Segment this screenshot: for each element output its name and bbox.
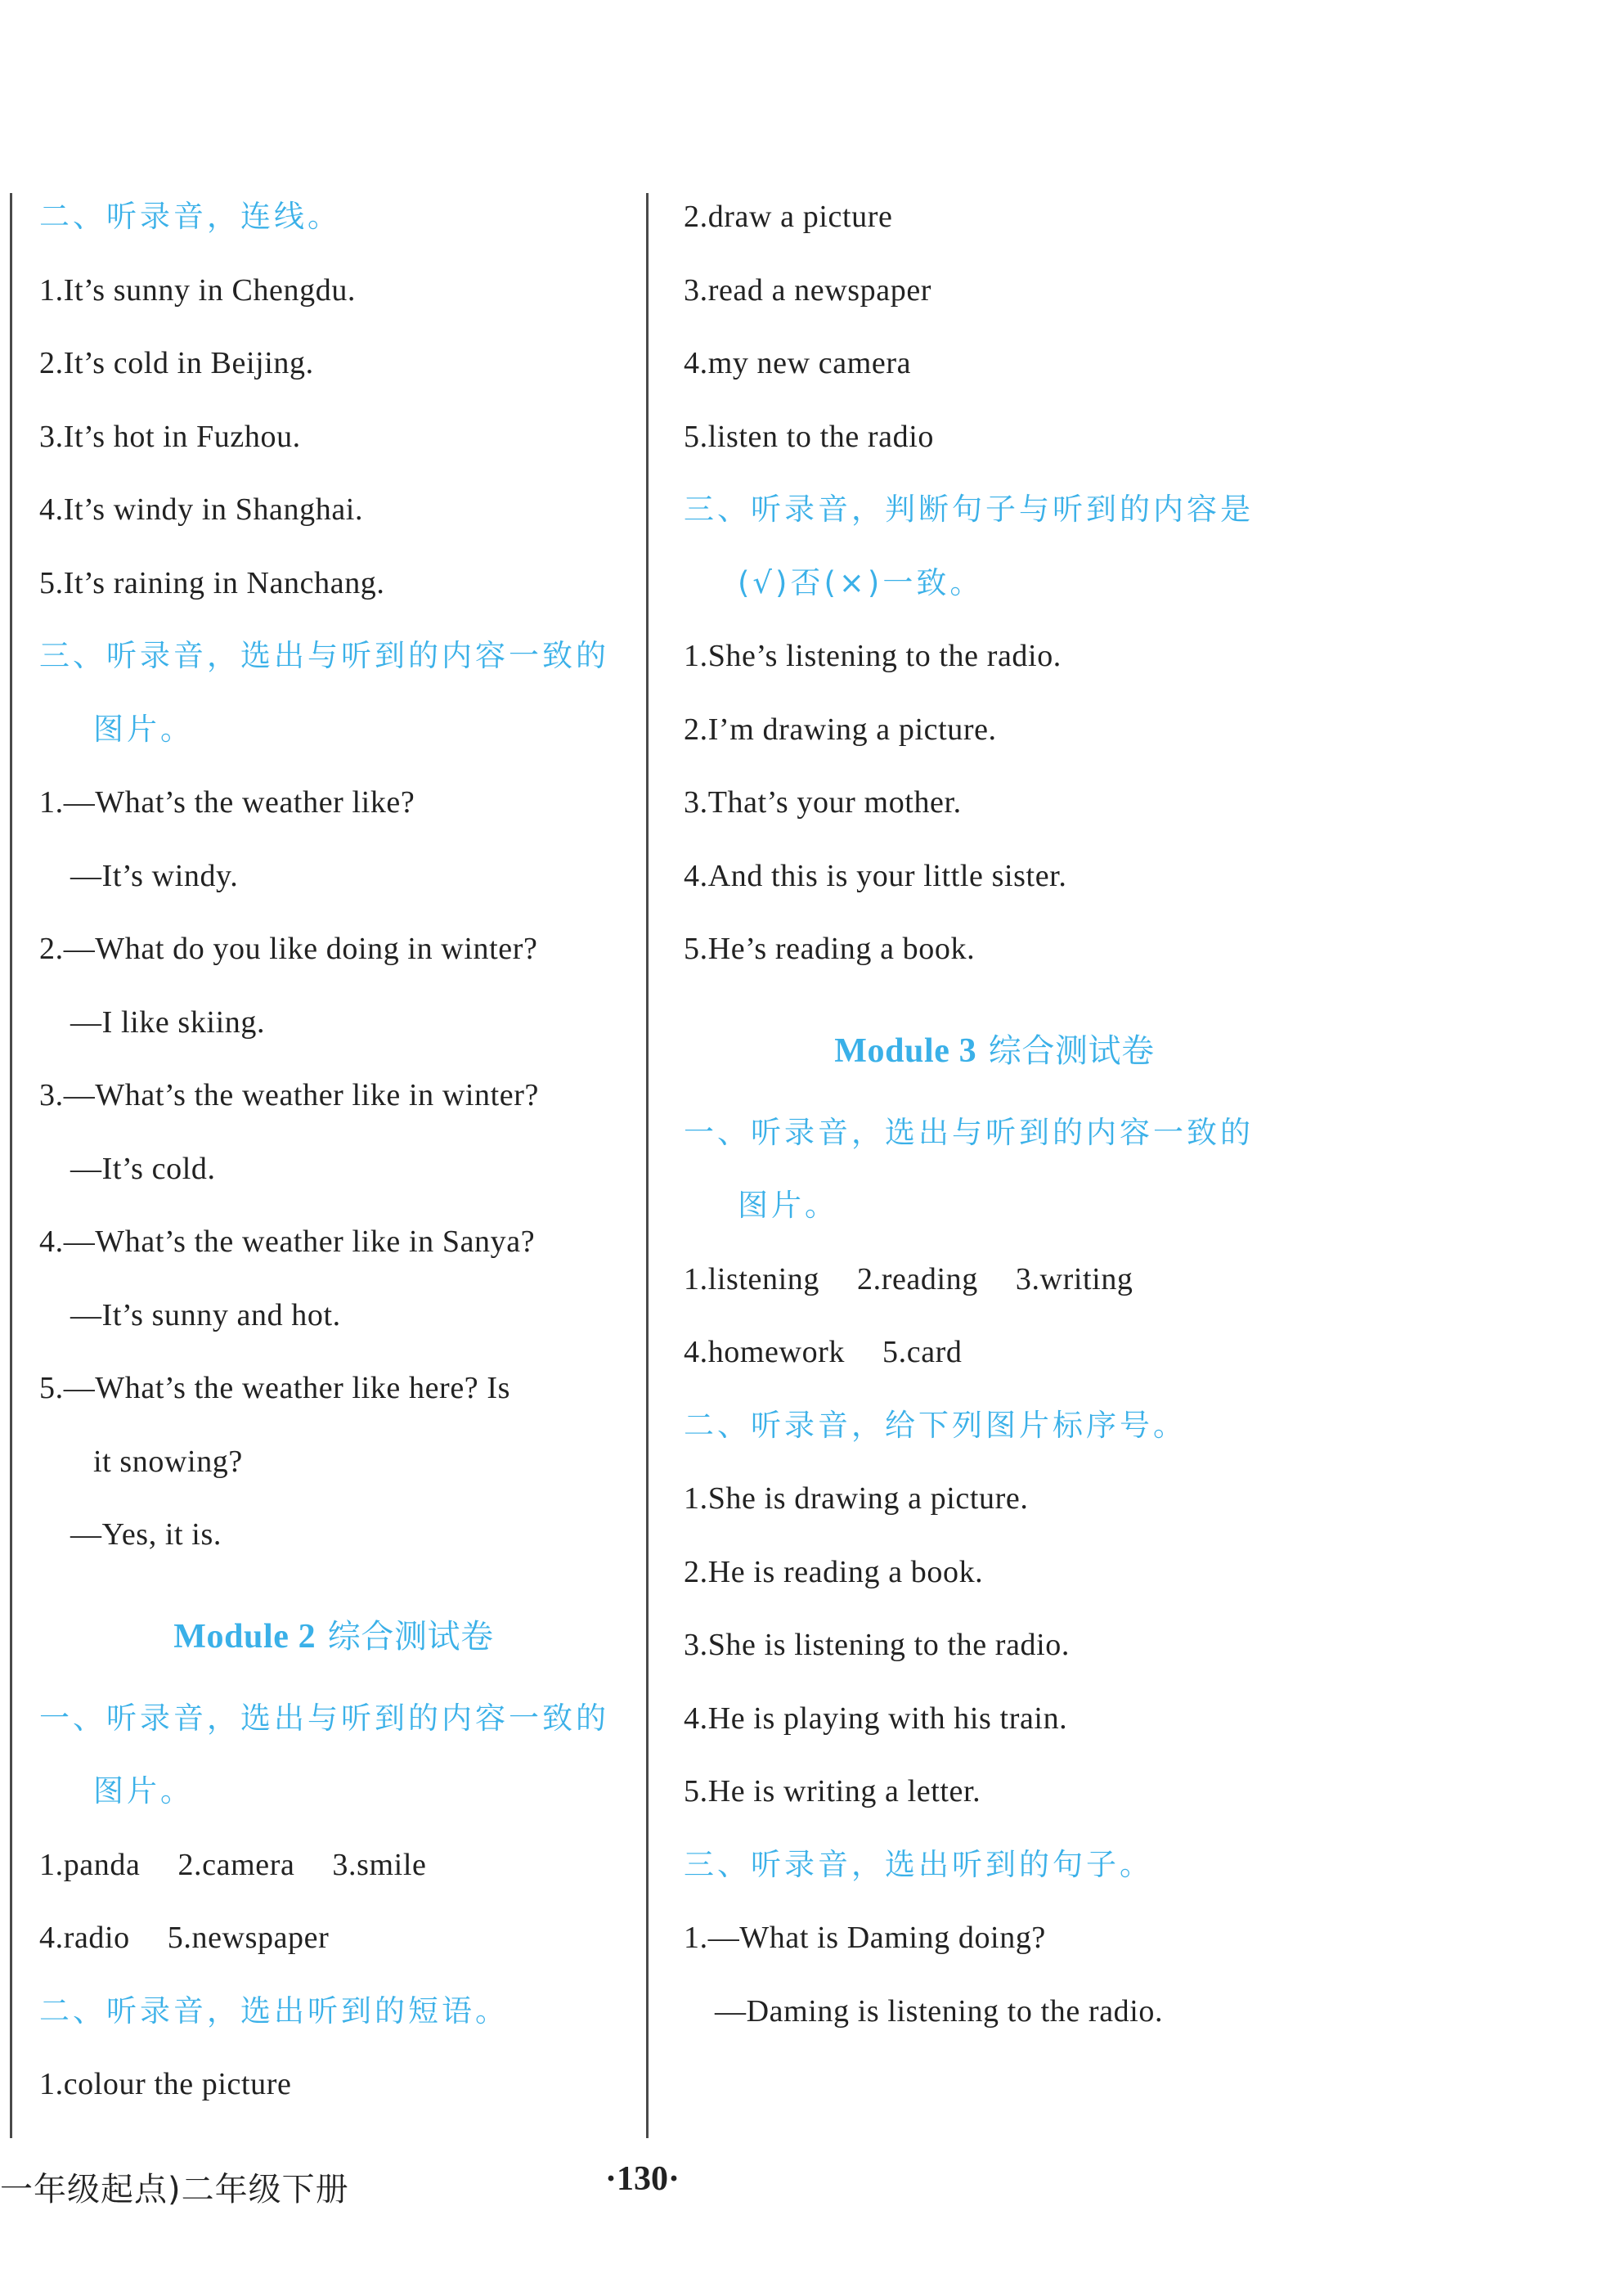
answer-line: 1.She’s listening to the radio. (684, 639, 1062, 673)
answer-line: 2.He is reading a book. (684, 1554, 984, 1589)
word-list-line (684, 1253, 1305, 1327)
section-heading: 三、听录音，选出听到的句子。 (684, 1846, 1153, 1882)
word-item: 2.camera (177, 1847, 295, 1882)
answer-line: 4.He is playing with his train. (684, 1701, 1068, 1736)
section-heading: 一、听录音，选出与听到的内容一致的 (39, 1700, 609, 1736)
page-number: ·130· (605, 2160, 680, 2198)
dialogue-answer: —Daming is listening to the radio. (715, 1993, 1164, 2029)
right-column (684, 191, 1305, 2058)
answer-line: 4.And this is your little sister. (684, 858, 1067, 893)
answer-line: 4.my new camera (684, 346, 912, 380)
section-heading: 三、听录音，选出与听到的内容一致的 (39, 638, 609, 673)
module-title-word: Module 3 (834, 1031, 977, 1070)
word-item: 5.card (882, 1335, 963, 1369)
word-list-line (39, 1839, 628, 1912)
answer-line: 5.He is writing a letter. (684, 1774, 981, 1808)
dialogue-question: 2.—What do you like doing in winter? (39, 932, 538, 966)
answer-line: 1.She is drawing a picture. (684, 1481, 1029, 1516)
dialogue-answer: —It’s windy. (70, 858, 239, 893)
section-heading-cont: (√)否(×)一致。 (738, 564, 984, 600)
section-heading: 三、听录音，判断句子与听到的内容是 (684, 492, 1254, 527)
word-item: 5.newspaper (167, 1921, 330, 1955)
section-heading-cont: 图片。 (738, 1188, 838, 1223)
dialogue-question: 3.—What’s the weather like in winter? (39, 1078, 539, 1112)
word-item: 2.reading (857, 1261, 978, 1296)
section-heading-cont: 图片。 (93, 1773, 194, 1808)
column-divider (646, 193, 649, 2138)
answer-line: 3.She is listening to the radio. (684, 1628, 1070, 1662)
word-item: 3.smile (332, 1847, 427, 1882)
answer-line: 5.listen to the radio (684, 419, 934, 454)
word-item: 1.panda (39, 1847, 141, 1882)
dialogue-answer: —It’s sunny and hot. (70, 1297, 341, 1332)
word-item: 3.writing (1015, 1261, 1133, 1296)
section-heading: 二、听录音，选出听到的短语。 (39, 1993, 509, 2029)
word-list-line (684, 1326, 1305, 1400)
dialogue-answer: —Yes, it is. (70, 1517, 222, 1552)
section-heading-cont: 图片。 (93, 711, 194, 747)
answer-line: 3.That’s your mother. (684, 785, 962, 820)
answer-line: 2.It’s cold in Beijing. (39, 346, 314, 380)
left-margin-rule (10, 193, 12, 2138)
word-item: 1.listening (684, 1261, 819, 1296)
answer-line: 4.It’s windy in Shanghai. (39, 492, 364, 527)
module-title (684, 996, 1305, 1107)
section-heading: 二、听录音，连线。 (39, 199, 341, 234)
answer-line: 2.I’m drawing a picture. (684, 712, 997, 747)
dialogue-answer: —I like skiing. (70, 1004, 266, 1040)
dialogue-answer: —It’s cold. (70, 1151, 216, 1186)
footer-book-title: 一年级起点)二年级下册 (0, 2171, 349, 2208)
dialogue-question: 4.—What’s the weather like in Sanya? (39, 1224, 536, 1259)
module-title-cn: 综合测试卷 (988, 1031, 1155, 1070)
answer-line: 1.It’s sunny in Chengdu. (39, 272, 357, 308)
section-heading: 二、听录音，给下列图片标序号。 (684, 1407, 1187, 1443)
word-list-line (39, 1912, 628, 1985)
answer-line: 5.It’s raining in Nanchang. (39, 565, 385, 600)
dialogue-question: 5.—What’s the weather like here? Is (39, 1371, 510, 1405)
left-column (39, 191, 628, 2132)
answer-line: 1.colour the picture (39, 2067, 292, 2101)
module-title-word: Module 2 (173, 1617, 316, 1656)
answer-line: 2.draw a picture (684, 200, 893, 234)
dialogue-question: 1.—What is Daming doing? (684, 1921, 1046, 1955)
section-heading: 一、听录音，选出与听到的内容一致的 (684, 1114, 1254, 1150)
answer-line: 3.read a newspaper (684, 272, 932, 308)
word-item: 4.homework (684, 1335, 846, 1369)
answer-line: 3.It’s hot in Fuzhou. (39, 419, 301, 454)
module-title-cn: 综合测试卷 (327, 1617, 494, 1656)
answer-line: 5.He’s reading a book. (684, 932, 976, 966)
dialogue-question-cont: it snowing? (93, 1444, 243, 1479)
word-item: 4.radio (39, 1921, 130, 1955)
module-title (39, 1582, 628, 1692)
dialogue-question: 1.—What’s the weather like? (39, 785, 415, 820)
